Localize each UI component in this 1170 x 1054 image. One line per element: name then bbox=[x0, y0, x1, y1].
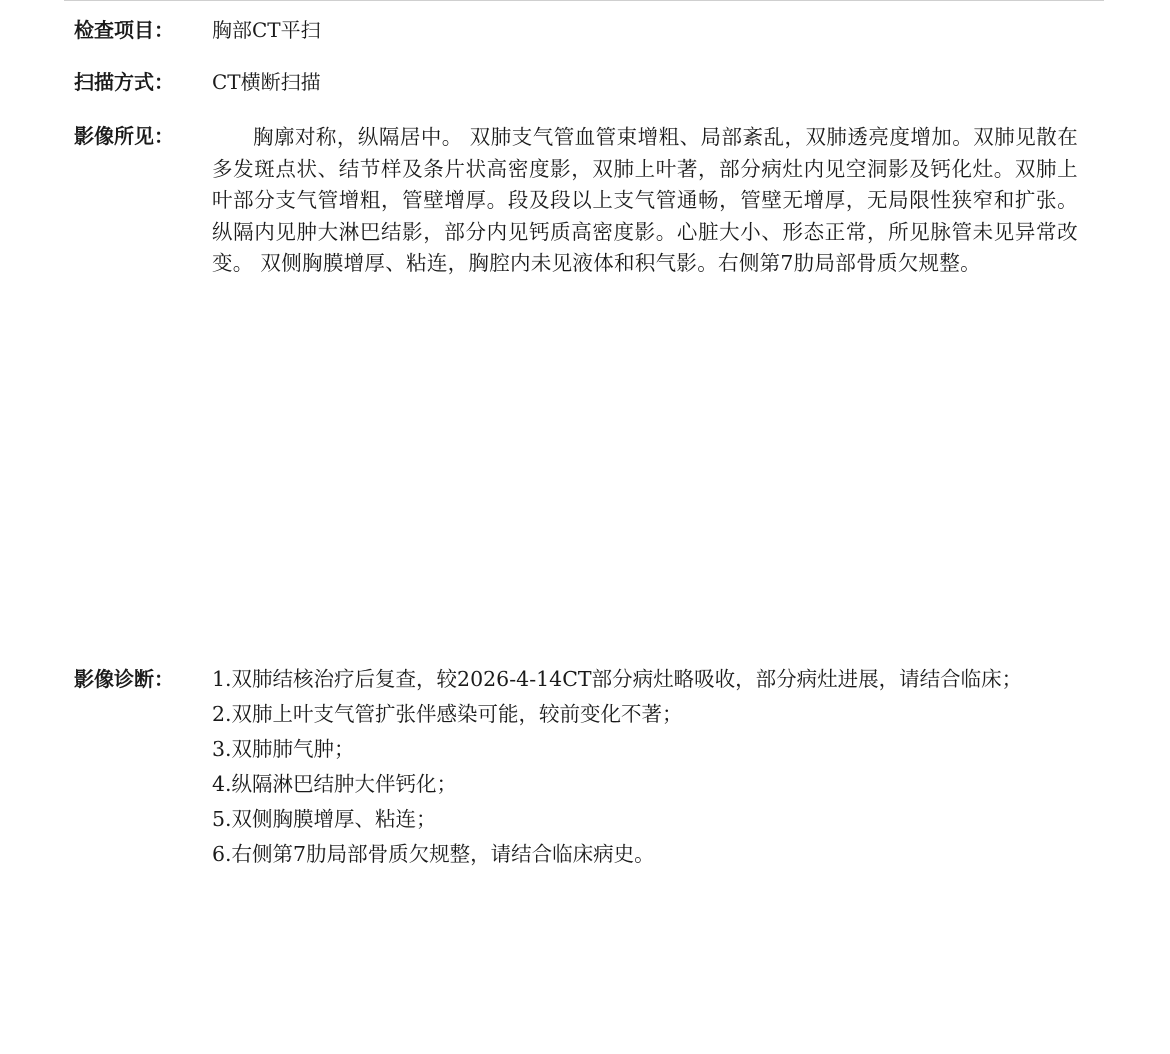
diagnosis-item: 3.双肺肺气肿； bbox=[212, 737, 355, 761]
diagnosis-item: 5.双侧胸膜增厚、粘连； bbox=[212, 807, 437, 831]
findings-label: 影像所见： bbox=[74, 124, 174, 148]
diagnosis-item: 2.双肺上叶支气管扩张伴感染可能，较前变化不著； bbox=[212, 702, 683, 726]
scan-method-label: 扫描方式： bbox=[74, 70, 174, 94]
exam-item-value: 胸部CT平扫 bbox=[212, 18, 321, 42]
diagnosis-item: 1.双肺结核治疗后复查，较2026-4-14CT部分病灶略吸收，部分病灶进展，请结合临床； bbox=[212, 667, 1023, 691]
diagnosis-item: 6.右侧第7肋局部骨质欠规整，请结合临床病史。 bbox=[212, 842, 655, 866]
diagnosis-label: 影像诊断： bbox=[74, 667, 174, 691]
scan-method-value: CT横断扫描 bbox=[212, 70, 321, 94]
diagnosis-list bbox=[212, 664, 1078, 874]
exam-item-label: 检查项目： bbox=[74, 18, 174, 42]
diagnosis-item: 4.纵隔淋巴结肿大伴钙化； bbox=[212, 772, 458, 796]
findings-text: 胸廓对称，纵隔居中。 双肺支气管血管束增粗、局部紊乱，双肺透亮度增加。双肺见散在多发斑点状、结节样及条片状高密度影，双肺上叶著，部分病灶内见空洞影及钙化灶。双肺上叶部分支气管增粗，管壁增厚。段及段以上支气管通畅，管壁无增厚，无局限性狭窄和扩张。纵隔内见肿大淋巴结影，部分内见钙质高密度影。心脏大小、形态正常，所见脉管未见异常改变。 双侧胸膜增厚、粘连，胸腔内未见液体和积气影。右侧第7肋局部骨质欠规整。 bbox=[212, 125, 1078, 275]
top-divider bbox=[64, 0, 1104, 1]
